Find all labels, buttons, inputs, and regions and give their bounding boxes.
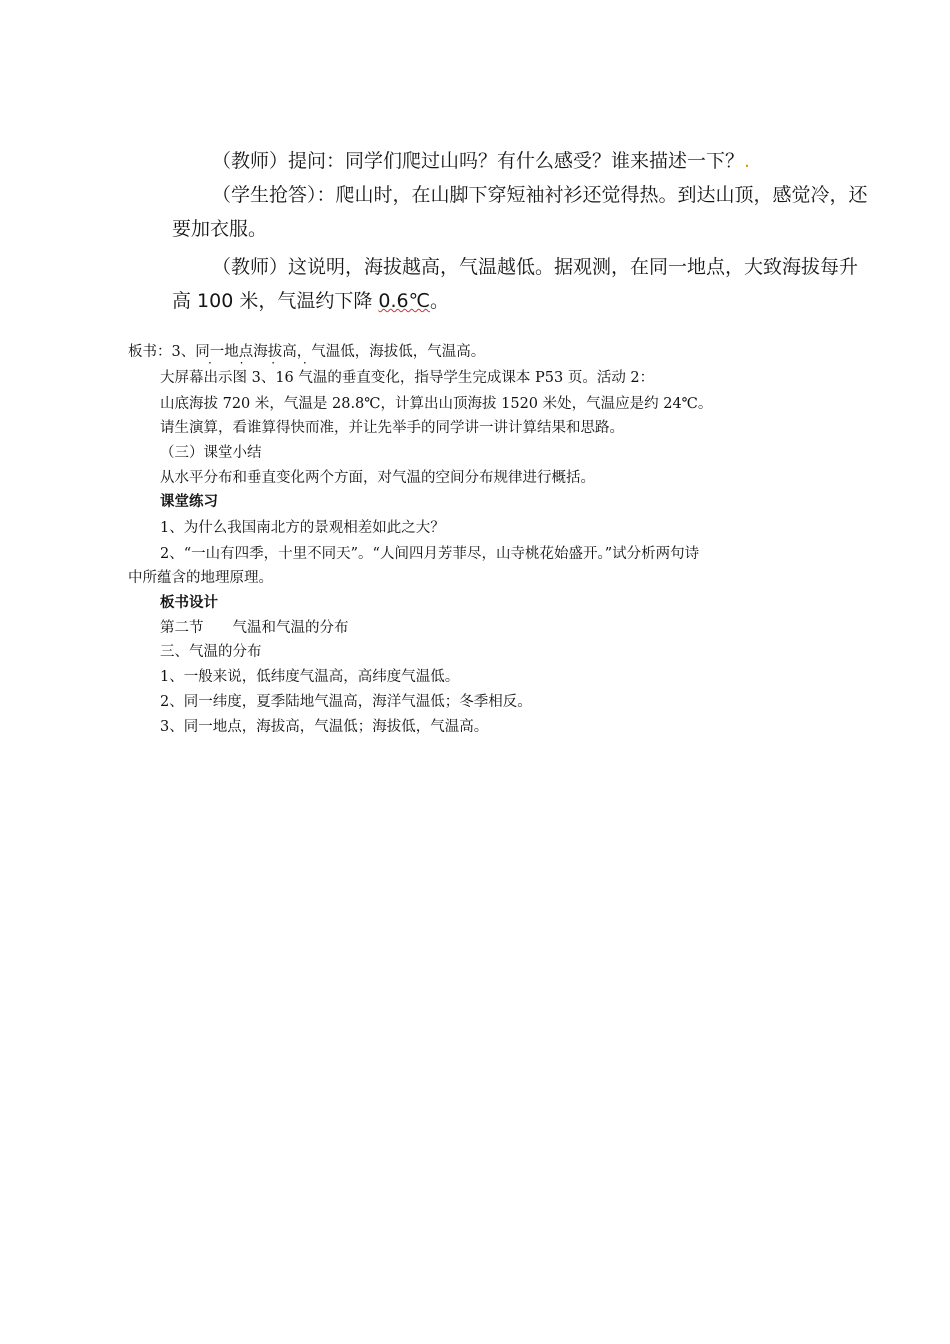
board-design-item-2: 2、同一纬度，夏季陆地气温高，海洋气温低；冬季相反。: [160, 694, 532, 710]
summary-text: 从水平分布和垂直变化两个方面，对气温的空间分布规律进行概括。: [160, 470, 595, 486]
emphasis-dots: · · · ·: [208, 356, 319, 370]
board-note-line: 板书：3、同一地点海拔高，气温低，海拔低，气温高。: [128, 344, 486, 360]
altitude-value: 100: [197, 290, 234, 312]
practice-question-2-line-1: 2、“一山有四季，十里不同天”。“人间四月芳菲尽，山寺桃花始盛开。”试分析两句诗: [160, 546, 700, 562]
student-answer-line-1: （学生抢答）：爬山时，在山脚下穿短袖衬衫还觉得热。到达山顶，感觉冷，还: [212, 184, 868, 206]
board-design-item-1: 1、一般来说，低纬度气温高，高纬度气温低。: [160, 669, 460, 685]
practice-question-1: 1、为什么我国南北方的景观相差如此之大？: [160, 520, 445, 536]
activity-line-2: 山底海拔 720 米，气温是 28.8℃，计算出山顶海拔 1520 米处，气温应是约 24℃。: [160, 396, 713, 412]
activity-line-1: 大屏幕出示图 3、16 气温的垂直变化，指导学生完成课本 P53 页。活动 2：: [160, 370, 655, 386]
board-design-heading: 板书设计: [160, 595, 218, 611]
practice-heading: 课堂练习: [160, 494, 218, 510]
board-design-subheading: 三、气温的分布: [160, 644, 262, 660]
student-answer-line-2: 要加衣服。: [172, 218, 268, 240]
teacher-explain-line-2: 高 100 米，气温约下降 0.6℃。: [172, 290, 449, 312]
activity-line-3: 请生演算，看谁算得快而准，并让先举手的同学讲一讲计算结果和思路。: [160, 420, 624, 436]
board-design-section: 第二节 气温和气温的分布: [160, 620, 349, 636]
teacher-question-line: （教师）提问：同学们爬过山吗？有什么感受？谁来描述一下？.: [212, 150, 751, 172]
summary-heading: （三）课堂小结: [160, 445, 262, 461]
practice-question-2-line-2: 中所蕴含的地理原理。: [128, 570, 273, 586]
board-design-item-3: 3、同一地点，海拔高，气温低；海拔低，气温高。: [160, 719, 489, 735]
teacher-explain-line-1: （教师）这说明，海拔越高，气温越低。据观测，在同一地点，大致海拔每升: [212, 256, 859, 278]
temperature-drop-value: 0.6℃: [378, 290, 430, 312]
